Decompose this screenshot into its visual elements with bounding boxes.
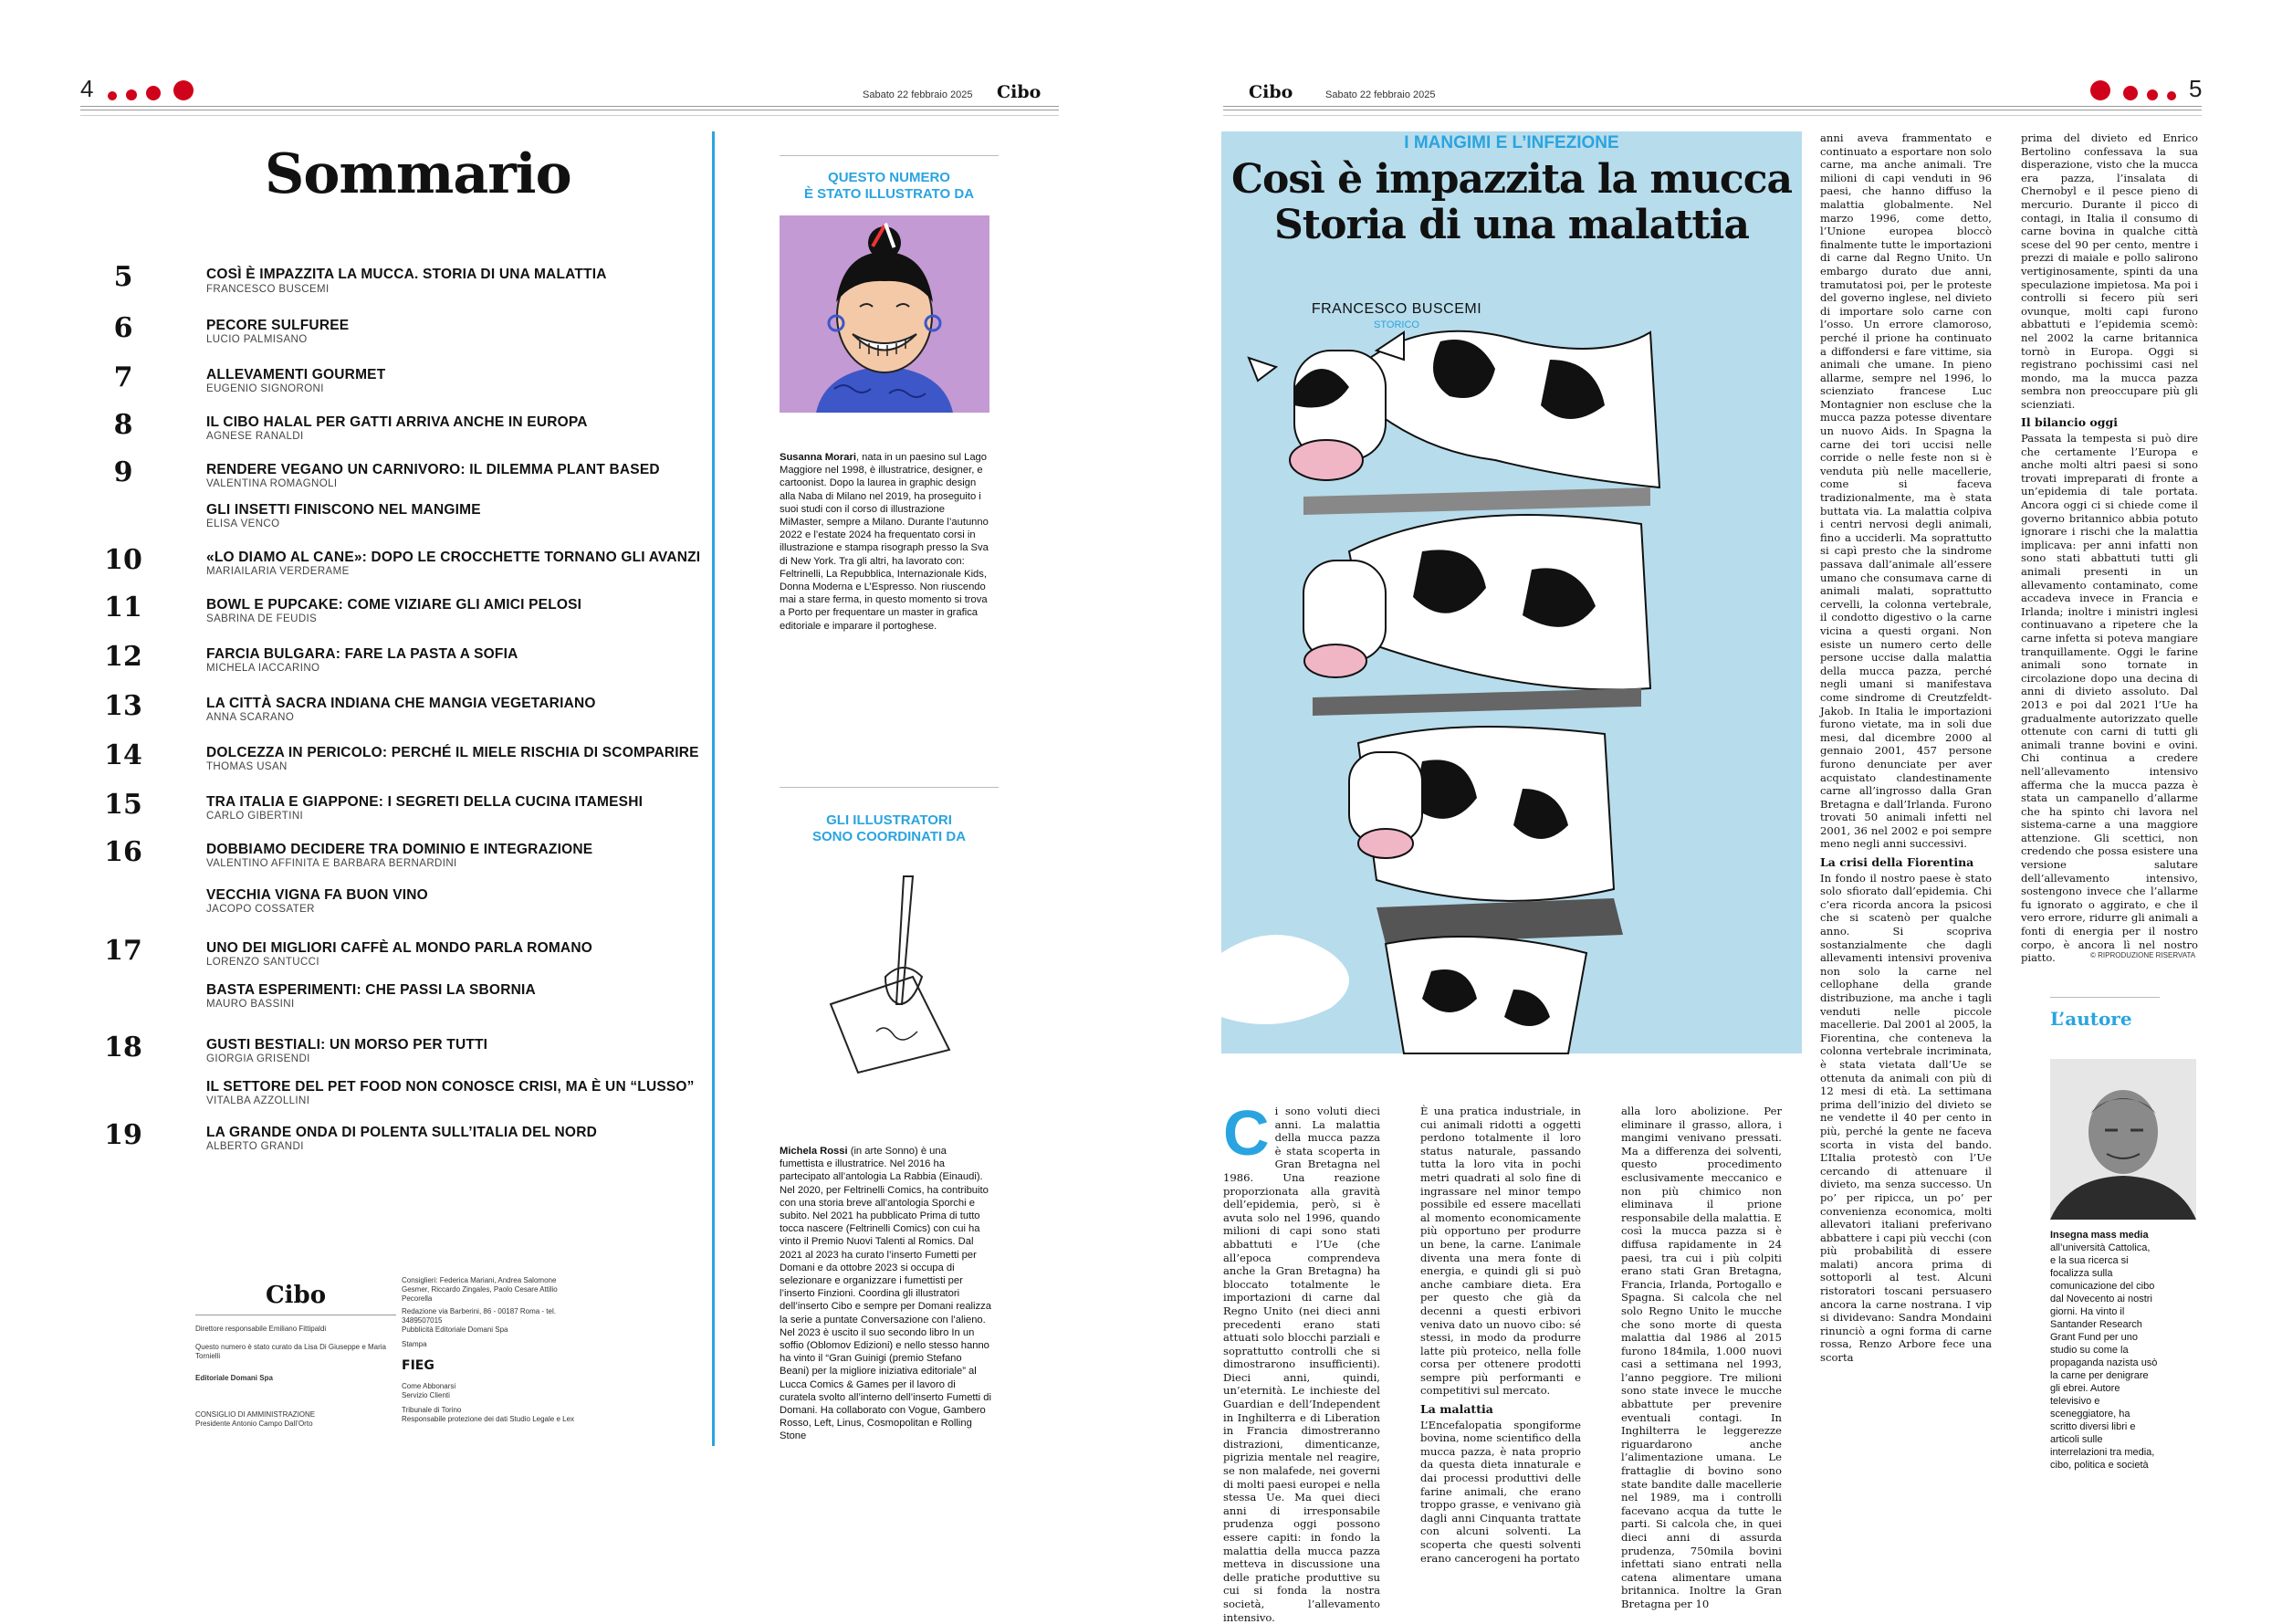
page-number-right: 5 <box>2189 75 2203 102</box>
header-logo-left: Cibo <box>997 82 1042 102</box>
colophon-right: Consiglieri: Federica Mariani, Andrea Salomone Gesmer, Riccardo Zingales, Paolo Cesare Attilio Pecorella Redazione via Barberini, 86 - 00187 Roma - tel. 3489507015 Pubblicità Editoriale Domani Spa Stampa FIEG Come Abbonarsi Servizio Clienti Tribunale di Torino Responsabile protezione dei dati Studio Legale e Lex <box>402 1276 584 1424</box>
article-column-5: prima del divieto ed Enrico Bertolino confessava la sua disperazione, visto che la mucca era pazza, l’insalata di Chernobyl e il pesce pieno di mercurio. Durante il picco di contagi, in Italia il consumo di carne bovina in qualche città scese del 90 per cento, mentre i prezzi di maiale e pollo salirono vertiginosamente, spinti da una speculazione impietosa. Ma poi i controlli si fecero più seri ovunque, molti capi furono abbattuti e l’epidemia scemò: nel 2002 la carne britannica tornò in Europa. Oggi si registrano pochissimi casi nel mondo, ma la mucca pazza sembra non preoccupare più gli scienziati. Il bilancio oggi Passata la tempesta si può dire che certamente l’Europa e anche molti altri paesi si sono trovati impreparati di fronte a un’epidemia di tale portata. Ancora oggi ci si chiede come il governo britannico abbia potuto ignorare i rischi che la malattia implicava: per anni infatti non sono stati abbattuti tutti gli animali presenti in un allevamento contaminato, come accadeva invece in Francia e Irlanda; inoltre i ministri inglesi continuavano a ripetere che la carne infetta si poteva mangiare tranquillamente. Oggi le farine animali sono tornate in circolazione dopo una decina di anni di divieto assoluto. Dal 2013 e poi dal 2021 l’Ue ha gradualmente autorizzato quelle ottenute con carni di tutti gli animali tranne bovini e ovini. Chi continua a credere nell’allevamento intensivo afferma che la mucca pazza è stata un campanello d’allarme che ha spinto chi lavora nel sistema-carne a una maggiore attenzione. Gli scettici, non credendo che possa esistere una versione salutare dell’allevamento intensivo, sostengono invece che l’allarme fu ignorato o aggirato, e che il vero errore, ridurre gli animali a fonti di energia per il nostro corpo, è ancora lì nel nostro piatto. <box>2021 131 2198 965</box>
red-dots-left <box>108 77 199 102</box>
author-bio: Insegna mass media all’università Cattolica, e la sua ricerca si focalizza sulla comunicazione del cibo dal Novecento ai nostri giorni. Ha vinto il Santander Research Grant Fund per uno studio su come la propaganda nazista usò la carne per denigrare gli ebrei. Autore televisivo e sceneggiatore, ha scritto diversi libri e articoli sulle interrelazioni tra media, cibo, politica e società <box>2050 1230 2158 1471</box>
cow-illustration <box>1221 131 1802 1053</box>
colophon-logo: Cibo <box>265 1282 327 1309</box>
coordinated-by-heading: GLI ILLUSTRATORI SONO COORDINATI DA <box>811 812 967 844</box>
header-date-right: Sabato 22 febbraio 2025 <box>1325 89 1436 100</box>
article-column-3: alla loro abolizione. Per eliminare il grasso, allora, i mangimi venivano pressati. Ma a differenza dei solventi, questo procedimento esclusivamente meccanico e non più chimico non eliminava il prione responsabile della malattia. E così la mucca pazza si è diffusa rapidamente in 24 paesi, tra cui i più colpiti erano stati Gran Bretagna, Francia, Irlanda, Portogallo e Spagna. Si calcola che nel solo Regno Unito le mucche che sono morte di questa malattia dal 1986 al 2015 furono 184mila, 1.000 nuovi casi a settimana nel 1993, l’anno peggiore. Tre milioni sono state invece le mucche abbattute per prevenire eventuali contagi. In Inghilterra le leggerezze riguardarono anche l’alimentazione umana. Le frattaglie di bovino sono state bandite dalle macellerie nel 1989, ma i controlli facevano acqua da tutte le parti. Si calcola che, in quei dieci anni di assurda prudenza, 750mila bovini infettati siano entrati nella catena alimentare umana britannica. Inoltre la Gran Bretagna per 10 <box>1621 1105 1782 1610</box>
author-photo <box>2050 1059 2196 1220</box>
article-kicker: I MANGIMI E L’INFEZIONE <box>1404 133 1619 152</box>
illustrated-by-heading: QUESTO NUMERO È STATO ILLUSTRATO DA <box>803 170 975 202</box>
table-of-contents: 5 COSÌ È IMPAZZITA LA MUCCA. STORIA DI UNA MALATTIA FRANCESCO BUSCEMI 6 PECORE SULFUREE LUCIO PALMISANO 7 ALLEVAMENTI GOURMET EUGENIO SIGNORONI 8 IL CIBO HALAL PER GATTI ARRIVA ANCHE IN EUROPA AGNESE RANALDI 9 RENDERE VEGANO UN CARNIVORO: IL DILEMMA PLANT BASED VALENTINA ROMAGNOLI GLI INSETTI FINISCONO NEL MANGIME ELISA VENCO 10 «LO DIAMO AL CANE»: DOPO LE CROCCHETTE TORNANO GLI AVANZI MARIAILARIA VERDERAME 11 BOWL E PUPCAKE: COME VIZIARE GLI AMICI PELOSI SABRINA DE FEUDIS 12 FARCIA BULGARA: FARE LA PASTA A SOFIA MICHELA IACCARINO 13 LA CITTÀ SACRA INDIANA CHE MANGIA VEGETARIANO ANNA SCARANO 14 DOLCEZZA IN PERICOLO: PERCHÉ IL MIELE RISCHIA DI SCOMPARIRE THOMAS USAN 15 TRA ITALIA E GIAPPONE: I SEGRETI DELLA CUCINA ITAMESHI CARLO GIBERTINI 16 DOBBIAMO DECIDERE TRA DOMINIO E INTEGRAZIONE VALENTINO AFFINITA E BARBARA BERNARDINI VECCHIA VIGNA FA BUON VINO JACOPO COSSATER 17 UNO DEI MIGLIORI CAFFÈ AL MONDO PARLA ROMANO LORENZO SANTUCCI BASTA ESPERIMENTI: CHE PASSI LA SBORNIA MAURO BASSINI 18 GUSTI BESTIALI: UN MORSO PER TUTTI GIORGIA GRISENDI IL SETTORE DEL PET FOOD NON CONOSCE CRISI, MA È UN “LUSSO” VITALBA AZZOLLINI 19 LA GRANDE ONDA DI POLENTA SULL’ITALIA DEL NORD ALBERTO GRANDI <box>104 261 701 1152</box>
illustrator-bio: Susanna Morari, nata in un paesino sul Lago Maggiore nel 1998, è illustratrice, designer, e cartoonist. Dopo la laurea in graphic design alla Naba di Milano nel 2019, ha proseguito i suoi studi con il corso di illustrazione MiMaster, sempre a Milano. Durante l’autunno 2022 e l’estate 2024 ha frequentato corsi in illustrazione e stampa risograph presso la Sva di New York. Tra gli altri, ha lavorato con: Feltrinelli, La Repubblica, Internazionale Kids, Donna Moderna e L’Espresso. Non riuscendo mai a stare ferma, in questo momento si trova a Porto per frequentare un master in grafica editoriale e imparare il portoghese. <box>780 452 989 632</box>
red-dots-right <box>2090 77 2182 102</box>
article-title: Così è impazzita la mucca Storia di una malattia <box>1230 156 1793 248</box>
blue-divider <box>712 131 715 1446</box>
copyright-note: © RIPRODUZIONE RISERVATA <box>2090 951 2196 959</box>
coordinator-bio: Michela Rossi (in arte Sonno) è una fumettista e illustratrice. Nel 2016 ha partecipato all’antologia La Rabbia (Einaudi). Nel 2020, per Feltrinelli Comics, ha contribuito con una storia breve all’antologia Sporchi e subito. Nel 2021 ha pubblicato Prima di tutto tocca nascere (Feltrinelli Comics) con cui ha vinto il Premio Nuovi Talenti al Romics. Dal 2021 al 2023 ha curato l’inserto Fumetti per Domani e da ottobre 2023 si occupa di selezionare e organizzare i fumettisti per l’inserto Finzioni. Coordina gli illustratori dell’inserto Cibo e sempre per Domani realizza la serie a puntate Conversazione con l’alieno. Nel 2023 è uscito il suo secondo libro In un soffio (Oblomov Edizioni) e nello stesso hanno ha vinto il “Gran Guinigi (premio Stefano Beani) per la migliore iniziativa editoriale” al Lucca Comics & Games per il lavoro di curatela svolto all’interno dell’inserto Fumetti di Domani. Ha collaborato con Vogue, Gambero Rosso, Left, Linus, Cosmopolitan e Rolling Stone <box>780 1146 991 1442</box>
article-column-1: Ci sono voluti dieci anni. La malattia della mucca pazza è stata scoperta in Gran Bretagna nel 1986. Una reazione proporzionata alla gravità dell’epidemia, però, si è avuta solo nel 1996, quando milioni di capi sono stati abbattuti e l’Ue (che all’epoca comprendeva anche la Gran Bretagna) ha bloccato totalmente le importazioni di carne dal Regno Unito (nei dieci anni precedenti erano stati attuati solo blocchi parziali e soprattutto controlli che si dimostrarono insufficienti). Dieci anni, quindi, un’eternità. Le inchieste del Guardian e dell’Independent in Inghilterra e di Liberation in Francia dimostreranno distrazioni, dimenticanze, pigrizia mentale nel reagire, se non malafede, nei governi di molti paesi europei e nella stessa Ue. Ma quei dieci anni di irresponsabile prudenza oggi possono essere capiti: in fondo la malattia della mucca pazza metteva in discussione una delle pratiche produttive su cui si fonda la nostra società, l’allevamento intensivo. <box>1223 1097 1380 1624</box>
header-logo-right: Cibo <box>1249 82 1293 102</box>
page-title: Sommario <box>265 142 571 206</box>
page-number-left: 4 <box>80 75 94 102</box>
author-box-title: L’autore <box>2050 1008 2132 1030</box>
colophon-left: Cibo Direttore responsabile Emiliano Fittipaldi Questo numero è stato curato da Lisa Di Giuseppe e Maria Tornielli Editoriale Domani Spa CONSIGLIO DI AMMINISTRAZIONE Presidente Antonio Campo Dall’Orto <box>195 1282 396 1429</box>
byline: FRANCESCO BUSCEMI STORICO <box>1311 301 1482 330</box>
article-column-2: È una pratica industriale, in cui animali ridotti a oggetti perdono totalmente il loro status naturale, passando tutta la loro vita in pochi metri quadrati al solo fine di ingrassare nel minor tempo possibile ed essere macellati al momento economicamente più opportuno per produrre un bene, la carne. L’animale diventa una mera fonte di energia, e quindi gli si può anche cambiare dieta. Era per questo che già da decenni a questi erbivori veniva dato un nuovo cibo: sé stessi, in modo da produrre latte più proteico, nella folle corsa per ottenere prodotti sempre più performanti e competitivi sul mercato. La malattia L’Encefalopatia spongiforme bovina, nome scientifico della mucca pazza, è nata proprio da questa dieta innaturale e dai processi produttivi delle farine animali, che erano troppo grasse, e venivano già dagli anni Cinquanta trattate con alcuni solventi. La scoperta che questi solventi erano cancerogeni ha portato <box>1420 1105 1581 1565</box>
illustrator-portrait <box>780 215 989 413</box>
article-column-4: anni aveva frammentato e continuato a esportare non solo carne, ma anche animali. Tre milioni di capi venduti in 96 paesi, che hanno diffuso la malattia globalmente. Nel marzo 1996, come detto, l’Unione europea bloccò finalmente tutte le importazioni di carne dal Regno Unito. Un embargo durato due anni, tramutatosi poi, per le proteste del governo inglese, nel divieto di importare solo carne con l’osso. Un errore clamoroso, perché il prione ha continuato a diffondersi e fare vittime, sia animali che umane. In pieno allarme, sempre nel 1996, lo scienziato francese Luc Montagnier non escluse che la mucca pazza potesse diventare un nuovo Aids. In Spagna la carne dei tori uccisi nelle corride o nelle feste non si è venduta più nelle macellerie, come si faceva tradizionalmente, ma è stata buttata via. La malattia colpiva i centri nervosi degli animali, fino a ucciderli. Ma soprattutto si capì presto che la sindrome passava dall’animale all’essere umano che consumava carne di animali malati, soprattutto cervelli, la colonna vertebrale, il condotto digestivo o la carne vicina a questi organi. Non esiste un numero certo delle persone uccise dalla malattia della mucca pazza, perché negli umani si manifestava come sindrome di Creutzfeldt-Jakob. In Italia le importazioni furono vietate, ma in soli due mesi, dal dicembre 2000 al gennaio 2001, 457 persone furono denunciate per aver acquistato clandestinamente carne all’ingrosso dalla Gran Bretagna e dall’Irlanda. Furono trovati 50 animali infetti nel 2001, 36 nel 2002 e poi sempre meno negli anni successivi. La crisi della Fiorentina In fondo il nostro paese è stato solo sfiorato dall’epidemia. Chi c’era ricorda ancora la psicosi che si scatenò per qualche anno. Si scopriva sostanzialmente che dagli allevamenti intensivi proveniva non solo la carne nel cellophane della grande distribuzione, ma anche i tagli venduti nelle piccole macellerie. Dal 2001 al 2005, la Fiorentina, che conteneva la colonna vertebrale incriminata, è stata vietata dall’Ue se ottenuta da animali con più di 12 mesi di età. La settimana prima dell’inizio del divieto se ne vendette il 40 per cento in più, perché la gente ne faceva scorta in vista del bando. L’Italia protestò con l’Ue cercando di attenuare il divieto, ma senza successo. Un po’ per ripicca, un po’ per convenienza economica, molti allevatori italiani preferivano abbattere i capi più vecchi (con più probabilità di essere malati) ancora prima di sottoporli al test. Alcuni ristoratori toscani persuasero ancora la carne nostrana. I vip si dividevano: Sandra Mondaini rinunciò a ogni forma di carne rossa, Renzo Arbore fece una scorta <box>1820 131 1992 1365</box>
header-date-left: Sabato 22 febbraio 2025 <box>863 89 973 100</box>
coordinator-drawing <box>812 867 968 1077</box>
fieg-logo: FIEG <box>402 1358 434 1373</box>
